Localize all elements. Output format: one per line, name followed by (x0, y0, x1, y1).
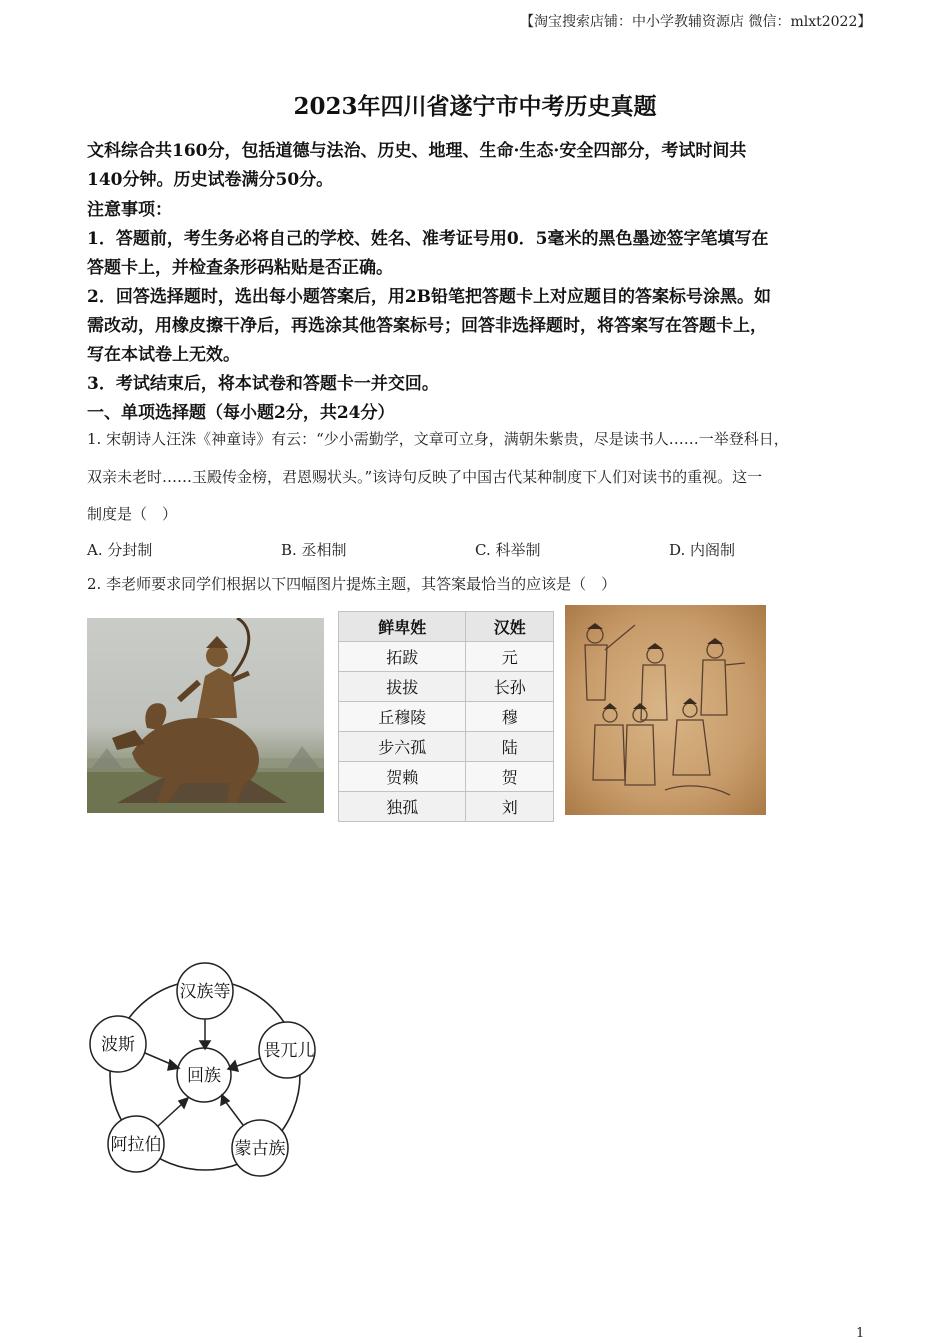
table-row (339, 702, 554, 732)
question-1-text: 制度是（ ） (87, 505, 178, 523)
table-header: 汉姓 (466, 612, 554, 642)
table-cell: 拓跋 (339, 642, 466, 672)
table-row (339, 672, 554, 702)
table-row (339, 732, 554, 762)
table-cell: 穆 (466, 702, 554, 732)
table-cell: 长孙 (466, 672, 554, 702)
diagram-node-label: 阿拉伯 (110, 1135, 162, 1155)
diagram-node-label: 畏兀儿 (263, 1041, 315, 1061)
notice-item: 答题卡上，并检查条形码粘贴是否正确。 (87, 258, 393, 278)
diagram-node-label: 回族 (187, 1066, 221, 1086)
table-cell: 元 (466, 642, 554, 672)
notice-heading: 注意事项： (87, 200, 172, 220)
shop-info: 【淘宝搜索店铺：中小学教辅资源店 微信：mlxt2022】 (520, 14, 872, 30)
question-2-text: 2. 李老师要求同学们根据以下四幅图片提炼主题，其答案最恰当的应该是（ ） (87, 575, 617, 593)
table-cell: 步六孤 (339, 732, 466, 762)
notice-item: 3．考试结束后，将本试卷和答题卡一并交回。 (87, 374, 439, 394)
option-d: D. 内阁制 (669, 541, 736, 559)
table-header-row (339, 612, 554, 642)
table-cell: 贺 (466, 762, 554, 792)
question-1-text: 双亲未老时……玉殿传金榜，君恩赐状头。”该诗句反映了中国古代某种制度下人们对读书的重视。这一 (87, 468, 763, 486)
hui-origin-diagram (80, 955, 330, 1190)
intro-line: 140分钟。历史试卷满分50分。 (87, 170, 334, 190)
table-cell: 贺赖 (339, 762, 466, 792)
option-a: A. 分封制 (87, 541, 153, 559)
page-number: 1 (856, 1326, 865, 1341)
table-header: 鲜卑姓 (339, 612, 466, 642)
table-row (339, 762, 554, 792)
notice-item: 2．回答选择题时，选出每小题答案后，用2B铅笔把答题卡上对应题目的答案标号涂黑。如 (87, 287, 772, 307)
option-c: C. 科举制 (475, 541, 541, 559)
table-cell: 刘 (466, 792, 554, 822)
warrior-statue-image (87, 618, 324, 813)
notice-item: 需改动，用橡皮擦干净后，再选涂其他答案标号；回答非选择题时，将答案写在答题卡上， (87, 316, 767, 336)
table-cell: 拔拔 (339, 672, 466, 702)
section-heading: 一、单项选择题（每小题2分，共24分） (87, 403, 395, 423)
surname-table (338, 611, 554, 822)
table-row (339, 642, 554, 672)
table-cell: 独孤 (339, 792, 466, 822)
option-b: B. 丞相制 (281, 541, 347, 559)
notice-item: 写在本试卷上无效。 (87, 345, 240, 365)
table-cell: 丘穆陵 (339, 702, 466, 732)
intro-line: 文科综合共160分，包括道德与法治、历史、地理、生命·生态·安全四部分，考试时间共 (87, 141, 747, 161)
diagram-node-label: 波斯 (101, 1035, 135, 1055)
ancient-mural-image (565, 605, 766, 815)
diagram-node-label: 蒙古族 (234, 1139, 286, 1159)
table-row (339, 792, 554, 822)
page-title: 2023年四川省遂宁市中考历史真题 (293, 93, 657, 120)
question-1-text: 1. 宋朝诗人汪洙《神童诗》有云：“少小需勤学，文章可立身，满朝朱紫贵，尽是读书人……一举登科日， (87, 430, 789, 448)
notice-item: 1．答题前，考生务必将自己的学校、姓名、准考证号用0．5毫米的黑色墨迹签字笔填写在 (87, 229, 769, 249)
diagram-node-label: 汉族等 (179, 982, 231, 1002)
table-cell: 陆 (466, 732, 554, 762)
